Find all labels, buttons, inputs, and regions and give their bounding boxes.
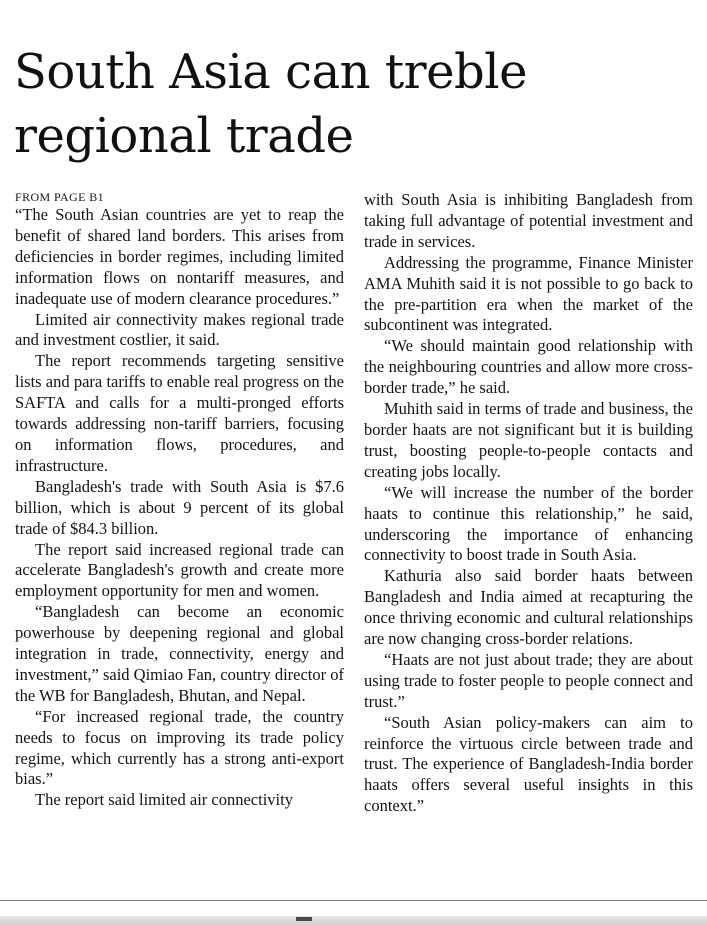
article-column-left [15, 190, 344, 811]
paragraph: “We will increase the number of the border haats to continue this relationship,” he said, underscoring the importance of enhancing connectivity to boost trade in South Asia. [364, 482, 693, 565]
article-column-right [364, 190, 693, 817]
paragraph: The report recommends targeting sensitive lists and para tariffs to enable real progress on the SAFTA and calls for a multi-pronged efforts towards addressing non-tariff barriers, focusing on information flows, procedures, and infrastructure. [15, 351, 344, 475]
paragraph: Muhith said in terms of trade and business, the border haats are not significant but it is building trust, boosting people-to-people contacts and creating jobs locally. [364, 399, 693, 481]
page-fold-mark [296, 917, 312, 921]
paragraph: Kathuria also said border haats between Bangladesh and India aimed at recapturing the once thriving economic and cultural relationships are now changing cross-border relations. [364, 566, 693, 649]
paragraph: Addressing the programme, Finance Minister AMA Muhith said it is not possible to go back to the pre-partition era when the market of the subcontinent was integrated. [364, 252, 693, 335]
kicker-from-page: FROM PAGE B1 [15, 190, 105, 204]
headline: South Asia can treble regional trade [14, 44, 527, 164]
paragraph: “Bangladesh can become an economic powerhouse by deepening regional and global integration in trade, connectivity, energy and investment,” said Qimiao Fan, country director of the WB for Bangladesh, Bhutan, and Nepal. [15, 602, 345, 705]
paragraph: Bangladesh's trade with South Asia is $7.6 billion, which is about 9 percent of its global trade of $84.3 billion. [15, 476, 344, 538]
page-bottom-edge [0, 916, 707, 925]
paragraph: The report said limited air connectivity [35, 790, 293, 810]
paragraph: “South Asian policy-makers can aim to reinforce the virtuous circle between trade and trust. The experience of Bangladesh-India border haats offers several useful insights in this context.” [364, 712, 693, 816]
paragraph: “The South Asian countries are yet to reap the benefit of shared land borders. This arises from deficiencies in border regimes, including limited information flows on nontariff measures, and inadequate use of modern clearance procedures.” [15, 205, 344, 308]
page-bottom-rule [0, 900, 707, 901]
paragraph: Limited air connectivity makes regional trade and investment costlier, it said. [15, 309, 344, 350]
paragraph: The report said increased regional trade can accelerate Bangladesh's growth and create more employment opportunity for men and women. [15, 539, 344, 601]
paragraph: with South Asia is inhibiting Bangladesh from taking full advantage of potential investment and trade in services. [364, 190, 693, 251]
paragraph: “For increased regional trade, the country needs to focus on improving its trade policy regime, which currently has a strong anti-export bias.” [15, 706, 344, 789]
paragraph: “We should maintain good relationship with the neighbouring countries and allow more cross-border trade,” he said. [364, 336, 693, 398]
paragraph: “Haats are not just about trade; they are about using trade to foster people to people connect and trust.” [364, 649, 693, 711]
